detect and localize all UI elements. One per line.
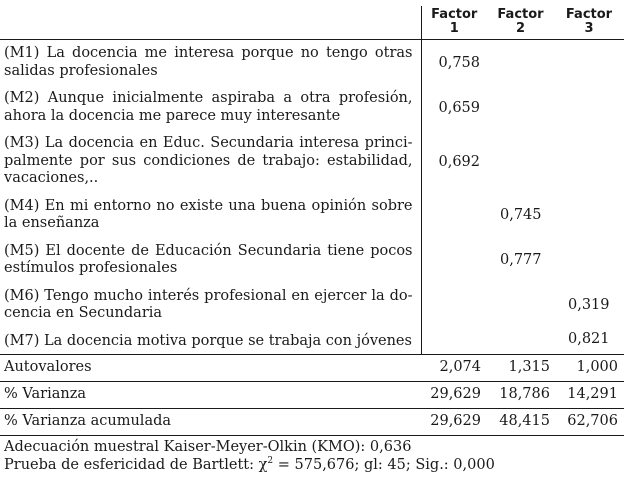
item-row-m7 xyxy=(0,328,624,355)
item-row-m5 xyxy=(0,238,624,283)
header-factor-3 xyxy=(554,6,624,40)
loading-f3: 0,319 xyxy=(568,297,610,314)
stat-f1: 29,629 xyxy=(421,409,487,436)
stat-f3: 14,291 xyxy=(554,382,624,409)
header-factor-2 xyxy=(487,6,554,40)
loading-f3 xyxy=(554,193,624,238)
item-row-m6 xyxy=(0,283,624,328)
loading-f1 xyxy=(421,238,487,283)
header-factor-1-word: Factor xyxy=(431,7,478,22)
footer-notes xyxy=(0,436,624,477)
header-factor-1-number: 1 xyxy=(449,21,459,36)
item-label: (M6) Tengo mucho interés profesional en ejercer la do- cencia en Secundaria xyxy=(0,283,421,328)
factor-analysis-table xyxy=(0,6,624,476)
stat-f1: 2,074 xyxy=(421,355,487,382)
stat-row-varianza xyxy=(0,382,624,409)
loading-f3: 0,821 xyxy=(554,328,624,355)
stat-label: % Varianza acumulada xyxy=(0,409,421,436)
header-factor-1 xyxy=(421,6,487,40)
loading-f2: 0,745 xyxy=(500,207,542,224)
loading-f2 xyxy=(487,85,554,130)
stat-row-varianza-acumulada xyxy=(0,409,624,436)
footer-row xyxy=(0,436,624,477)
stat-f3: 1,000 xyxy=(554,355,624,382)
item-label: (M1) La docencia me interesa porque no tengo otras salidas profesionales xyxy=(0,40,421,86)
loading-f2 xyxy=(487,283,554,328)
bartlett-suffix: = 575,676; gl: 45; Sig.: 0,000 xyxy=(273,456,495,473)
item-label: (M4) En mi entorno no existe una buena opinión sobre la enseñanza xyxy=(0,193,421,238)
stat-label: % Varianza xyxy=(0,382,421,409)
item-label: (M7) La docencia motiva porque se trabaja con jóvenes xyxy=(0,328,421,355)
header-factor-3-number: 3 xyxy=(584,21,594,36)
loading-f3 xyxy=(554,238,624,283)
item-label: (M5) El docente de Educación Secundaria tiene pocos estímulos profesionales xyxy=(0,238,421,283)
loading-f1 xyxy=(421,328,487,355)
item-row-m4 xyxy=(0,193,624,238)
stat-f1: 29,629 xyxy=(421,382,487,409)
loading-f1: 0,659 xyxy=(438,99,481,116)
stat-row-autovalores xyxy=(0,355,624,382)
stat-f2: 18,786 xyxy=(487,382,554,409)
stat-f2: 48,415 xyxy=(487,409,554,436)
loading-f2 xyxy=(487,130,554,193)
loading-f3 xyxy=(554,85,624,130)
loading-f1 xyxy=(421,283,487,328)
stat-f3: 62,706 xyxy=(554,409,624,436)
kmo-note: Adecuación muestral Kaiser-Meyer-Olkin (KMO): 0,636 xyxy=(4,439,412,455)
item-row-m2 xyxy=(0,85,624,130)
header-factor-2-word: Factor xyxy=(497,7,544,22)
loading-f3 xyxy=(554,40,624,86)
loading-f1: 0,758 xyxy=(438,54,481,71)
loading-f2 xyxy=(487,40,554,86)
item-label: (M2) Aunque inicialmente aspiraba a otra profesión, ahora la docencia me parece muy interesante xyxy=(0,85,421,130)
bartlett-prefix: Prueba de esfericidad de Bartlett: χ xyxy=(4,456,268,473)
item-row-m1 xyxy=(0,40,624,86)
header-factor-2-number: 2 xyxy=(515,21,526,36)
bartlett-note xyxy=(4,457,624,475)
stat-f2: 1,315 xyxy=(487,355,554,382)
chi-square-exponent: 2 xyxy=(267,455,274,466)
loading-f3 xyxy=(554,130,624,193)
stat-label: Autovalores xyxy=(0,355,421,382)
loading-f1: 0,692 xyxy=(438,153,481,170)
loading-f1 xyxy=(421,193,487,238)
loading-f2: 0,777 xyxy=(500,252,542,269)
loading-f2 xyxy=(487,328,554,355)
header-empty-cell xyxy=(0,6,421,40)
header-factor-3-word: Factor xyxy=(565,7,613,22)
header-row xyxy=(0,6,624,40)
item-label: (M3) La docencia en Educ. Secundaria interesa princi- palmente por sus condiciones de trabajo: estabilidad, vacaciones,.. xyxy=(0,130,421,193)
item-row-m3 xyxy=(0,130,624,193)
